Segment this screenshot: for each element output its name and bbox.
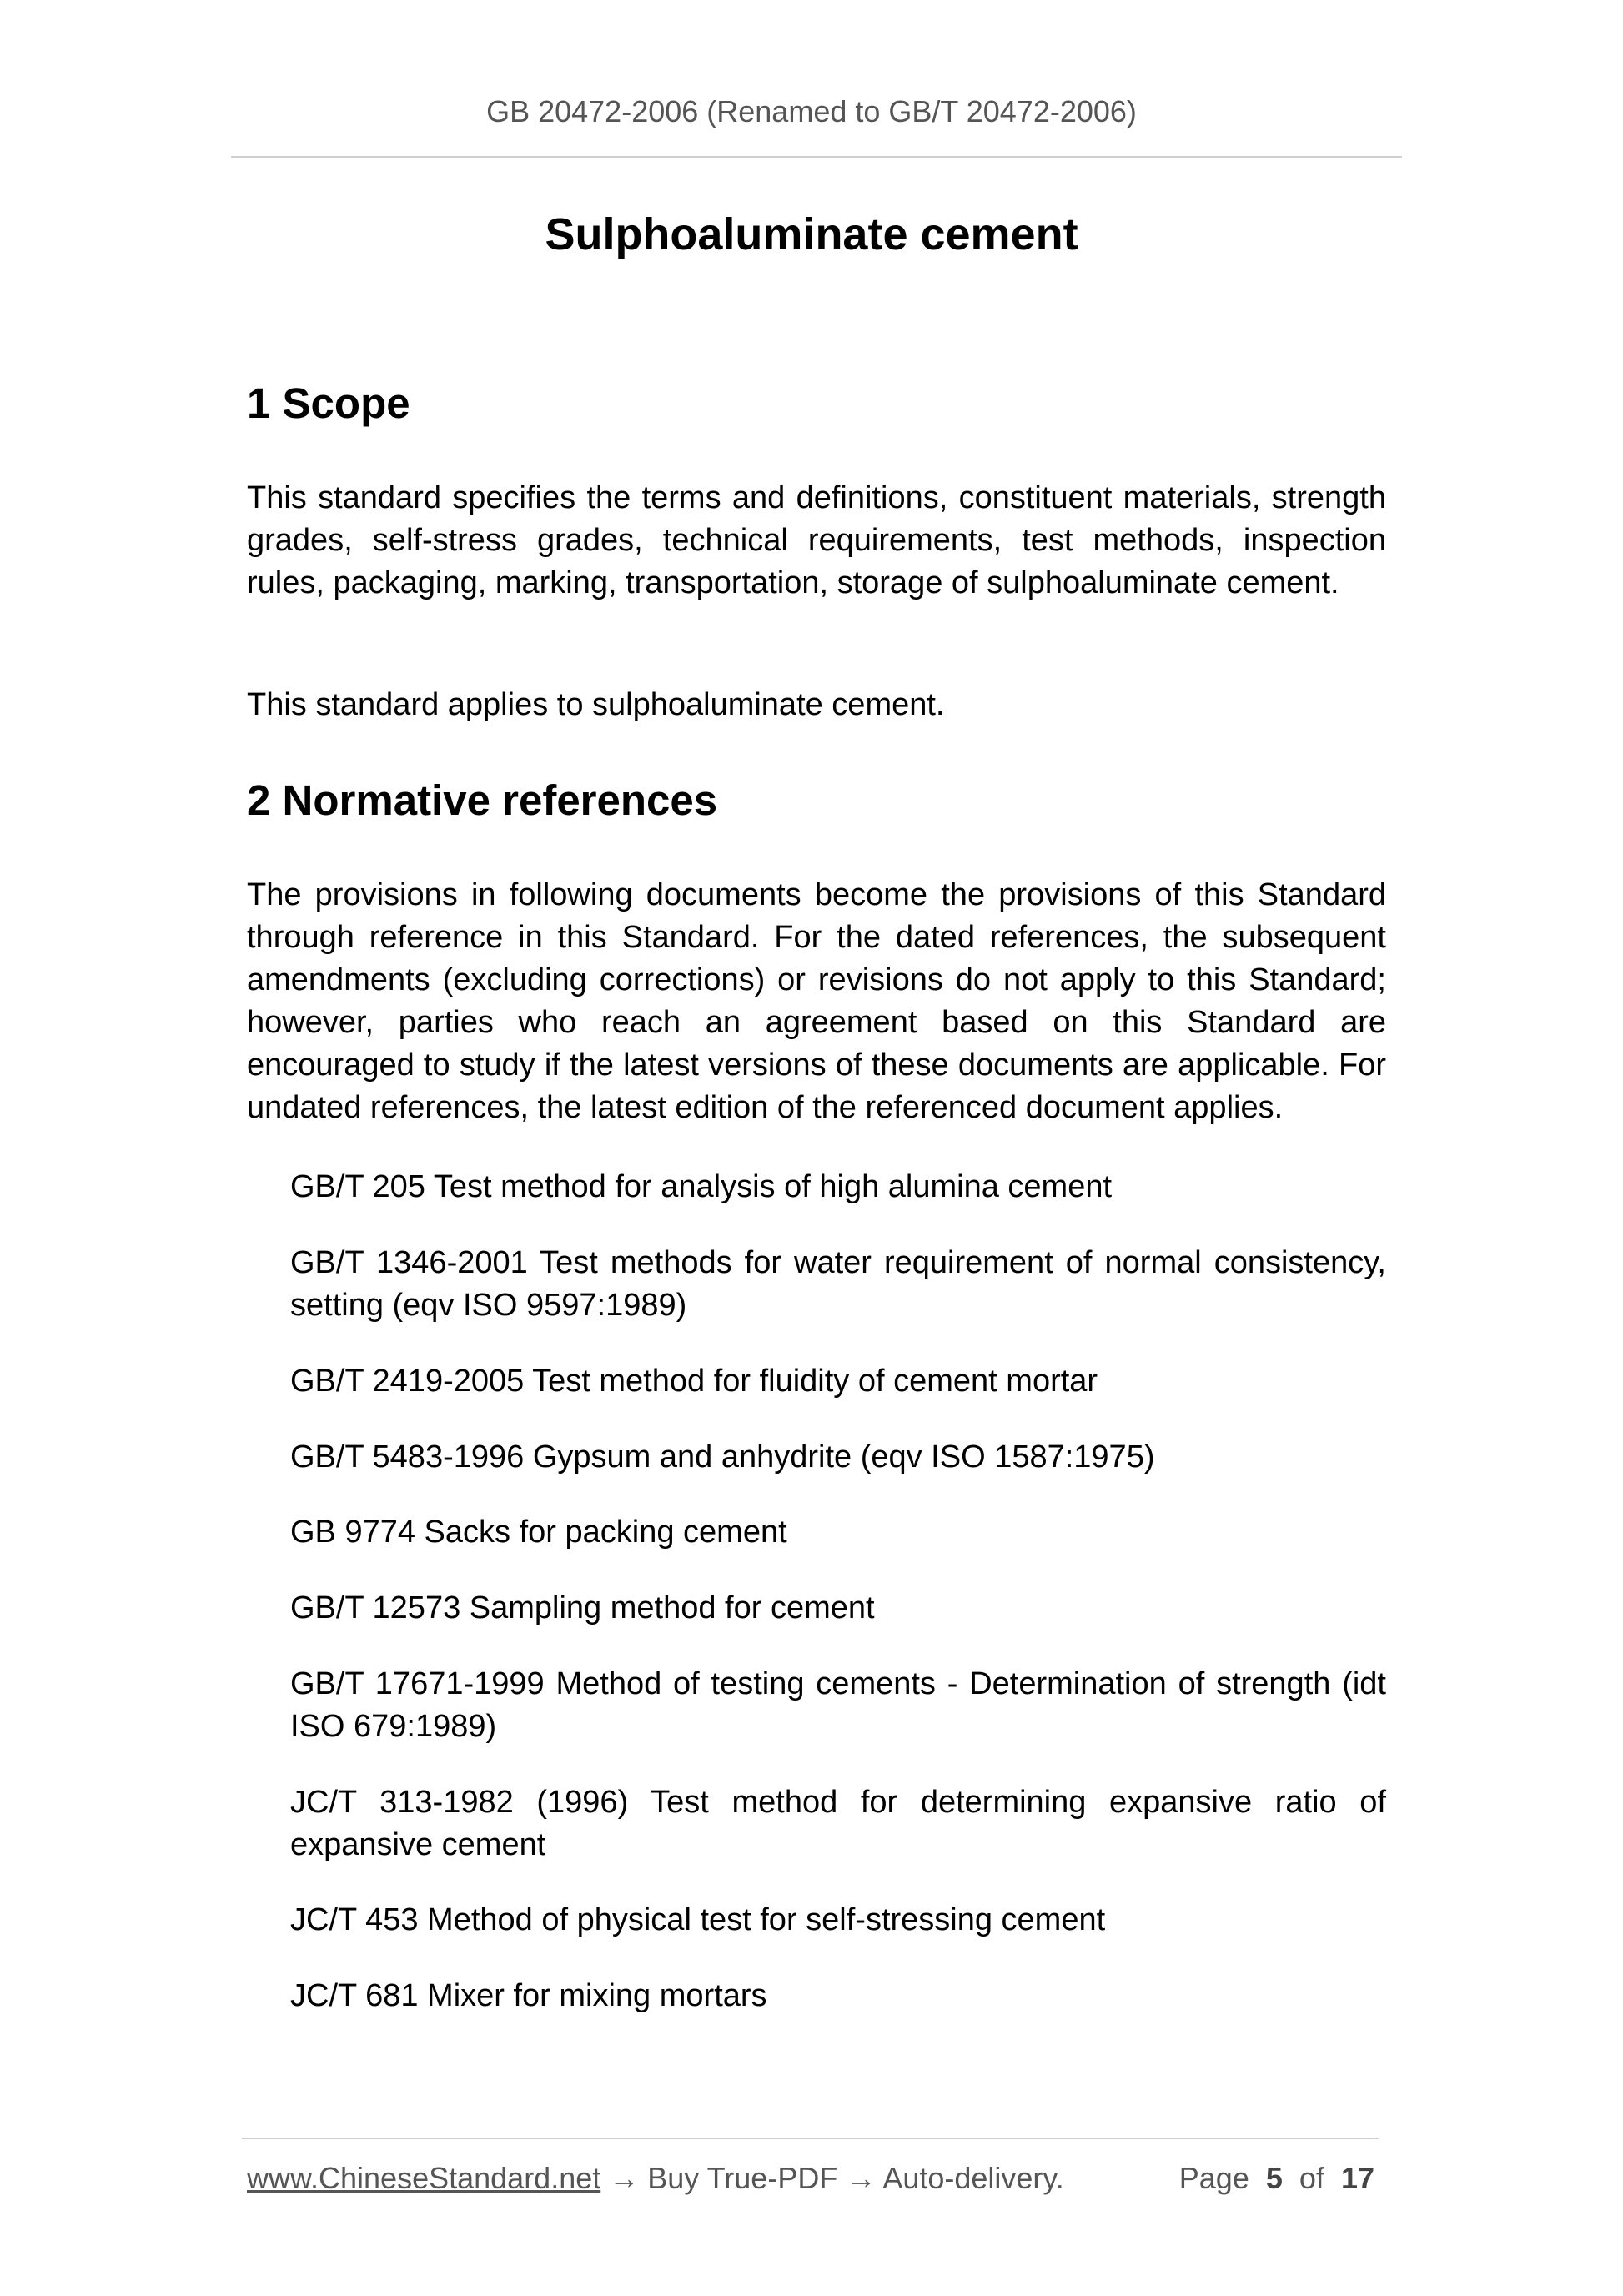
reference-item: GB/T 17671-1999 Method of testing cements - Determination of strength (idt ISO 679:1989)	[290, 1666, 1386, 1744]
current-page-number: 5	[1265, 2161, 1283, 2195]
document-title: Sulphoaluminate cement	[545, 209, 1078, 259]
reference-item: GB/T 2419-2005 Test method for fluidity of cement mortar	[290, 1364, 1098, 1399]
section-heading-scope: 1 Scope	[247, 379, 410, 427]
reference-item: JC/T 453 Method of physical test for self-stressing cement	[290, 1902, 1106, 1937]
header-divider	[231, 156, 1402, 158]
reference-item: GB/T 205 Test method for analysis of high alumina cement	[290, 1169, 1113, 1204]
section-heading-normative-references: 2 Normative references	[247, 776, 718, 824]
of-label: of	[1299, 2161, 1324, 2195]
footer-tagline: → Buy True-PDF → Auto-delivery.	[600, 2161, 1064, 2195]
normative-references-paragraph: The provisions in following documents become the provisions of this Standard through reference in this Standard. For the dated references, the subsequent amendments (excluding corrections) or revisions do not apply to this Standard; however, parties who reach an agreement based on this Standard are encouraged to study if the latest versions of these documents are applicable. For undated references, the latest edition of the referenced document applies.	[247, 877, 1386, 1125]
reference-item: GB/T 12573 Sampling method for cement	[290, 1590, 875, 1625]
reference-item: JC/T 313-1982 (1996) Test method for determining expansive ratio of expansive cement	[290, 1785, 1386, 1862]
website-link[interactable]: www.ChineseStandard.net	[247, 2161, 601, 2195]
reference-item: GB 9774 Sacks for packing cement	[290, 1515, 787, 1550]
scope-applicability-paragraph: This standard applies to sulphoaluminate cement.	[247, 687, 945, 722]
footer-promo	[247, 2160, 1064, 2197]
reference-item: GB/T 5483-1996 Gypsum and anhydrite (eqv ISO 1587:1975)	[290, 1439, 1155, 1475]
scope-paragraph: This standard specifies the terms and definitions, constituent materials, strength grades, self-stress grades, technical requirements, test methods, inspection rules, packaging, marking, transportation, storage of sulphoaluminate cement.	[247, 480, 1386, 600]
reference-item: GB/T 1346-2001 Test methods for water requirement of normal consistency, setting (eqv ISO 9597:1989)	[290, 1245, 1386, 1323]
total-pages-number: 17	[1340, 2161, 1374, 2195]
footer-divider	[242, 2138, 1379, 2139]
page-indicator	[1179, 2160, 1374, 2197]
running-header: GB 20472-2006 (Renamed to GB/T 20472-2006)	[486, 94, 1137, 128]
reference-item: JC/T 681 Mixer for mixing mortars	[290, 1978, 767, 2013]
page-label: Page	[1178, 2161, 1249, 2195]
